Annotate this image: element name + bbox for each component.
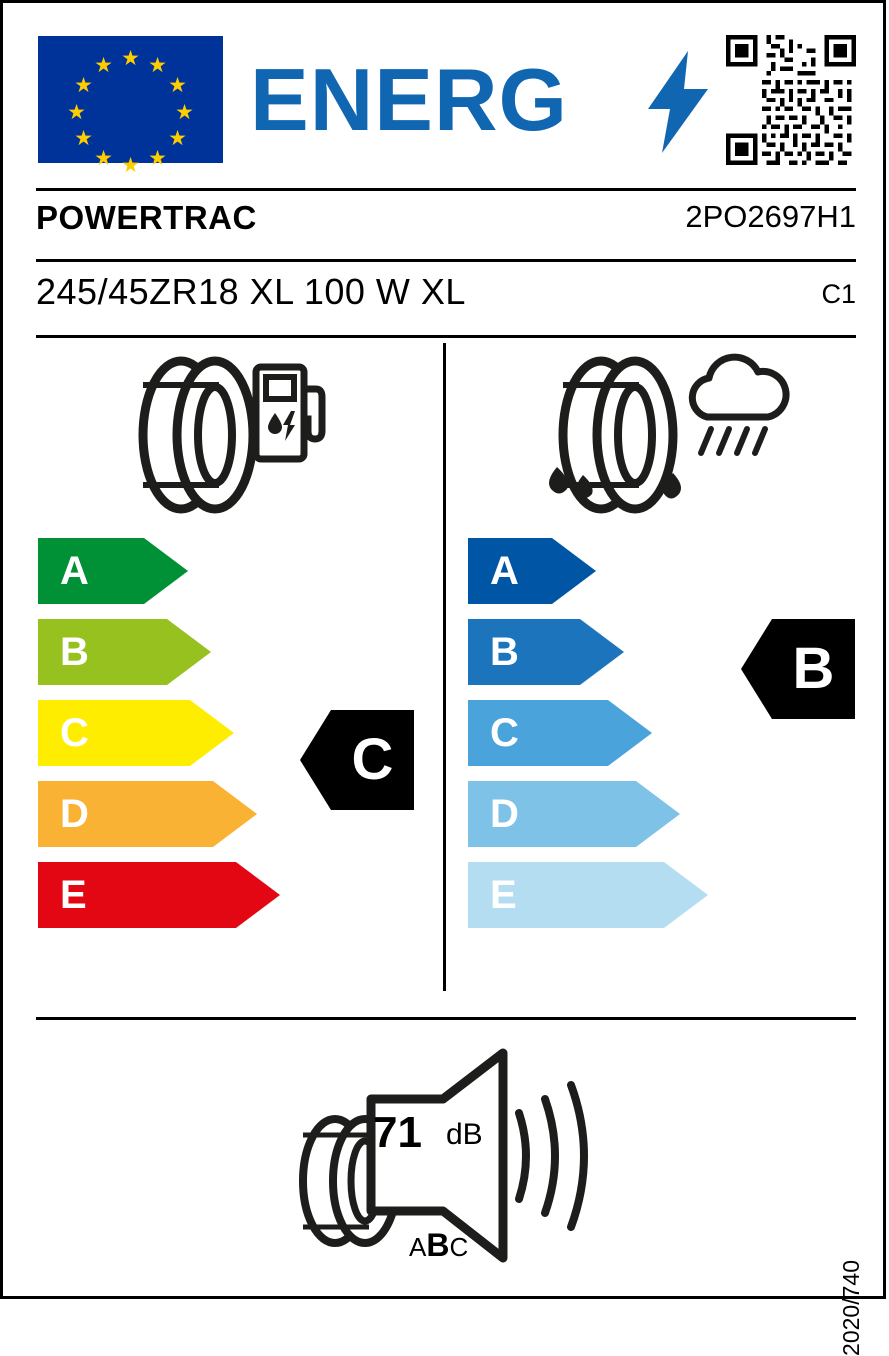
fuel-grade-a-letter: A xyxy=(60,549,89,593)
tyre-size: 245/45ZR18 XL 100 W XL xyxy=(36,271,466,312)
fuel-grade-c-letter: C xyxy=(60,711,89,755)
divider-top xyxy=(36,188,856,191)
fuel-grade-b-letter: B xyxy=(60,630,89,674)
noise-class-row xyxy=(409,1227,468,1264)
wet-grade-e xyxy=(468,862,748,928)
noise-value: 71 xyxy=(373,1108,422,1157)
sound-waves-icon xyxy=(519,1085,584,1227)
energy-wordmark: ENERG xyxy=(250,50,568,149)
wet-grade-b xyxy=(468,619,748,685)
qr-code-icon xyxy=(726,35,856,165)
fuel-grade-e-letter: E xyxy=(60,873,87,917)
eu-flag-icon: ★ ★ ★ ★ ★ ★ ★ ★ ★ ★ ★ ★ xyxy=(38,36,223,163)
fuel-grade-a xyxy=(38,538,298,604)
label-header xyxy=(3,3,889,188)
fuel-result-letter: C xyxy=(351,727,394,792)
noise-unit: dB xyxy=(446,1118,483,1151)
wet-grade-a xyxy=(468,538,748,604)
fuel-grade-d-letter: D xyxy=(60,792,89,836)
fuel-grade-e xyxy=(38,862,298,928)
fuel-efficiency-scale xyxy=(38,538,298,943)
tyre-class: C1 xyxy=(821,279,856,309)
wet-grade-b-letter: B xyxy=(490,630,519,674)
wet-result-letter: B xyxy=(792,636,835,701)
rain-cloud-icon xyxy=(681,355,791,475)
wet-grade-d-letter: D xyxy=(490,792,519,836)
wet-grade-c xyxy=(468,700,748,766)
fuel-grade-b xyxy=(38,619,298,685)
noise-class-b: B xyxy=(426,1227,450,1263)
wet-grade-c-letter: C xyxy=(490,711,519,755)
divider-brand xyxy=(36,259,856,262)
divider-noise xyxy=(36,1017,856,1020)
fuel-result-marker xyxy=(300,710,414,810)
fuel-grade-c xyxy=(38,700,298,766)
fuel-pump-icon xyxy=(253,361,325,465)
wet-grade-d xyxy=(468,781,748,847)
regulation-reference: 2020/740 xyxy=(838,1260,864,1356)
wet-grade-a-letter: A xyxy=(490,549,519,593)
size-row xyxy=(36,271,856,323)
lightning-bolt-icon xyxy=(648,51,708,153)
brand-name: POWERTRAC xyxy=(36,199,257,236)
wet-result-marker xyxy=(741,619,855,719)
vertical-divider xyxy=(443,343,446,991)
noise-class-a: A xyxy=(409,1232,427,1262)
brand-row xyxy=(36,199,856,251)
fuel-grade-d xyxy=(38,781,298,847)
wet-grade-e-letter: E xyxy=(490,873,517,917)
noise-class-c: C xyxy=(449,1232,469,1262)
divider-size xyxy=(36,335,856,338)
product-code: 2PO2697H1 xyxy=(685,199,856,234)
wet-grip-scale xyxy=(468,538,748,943)
